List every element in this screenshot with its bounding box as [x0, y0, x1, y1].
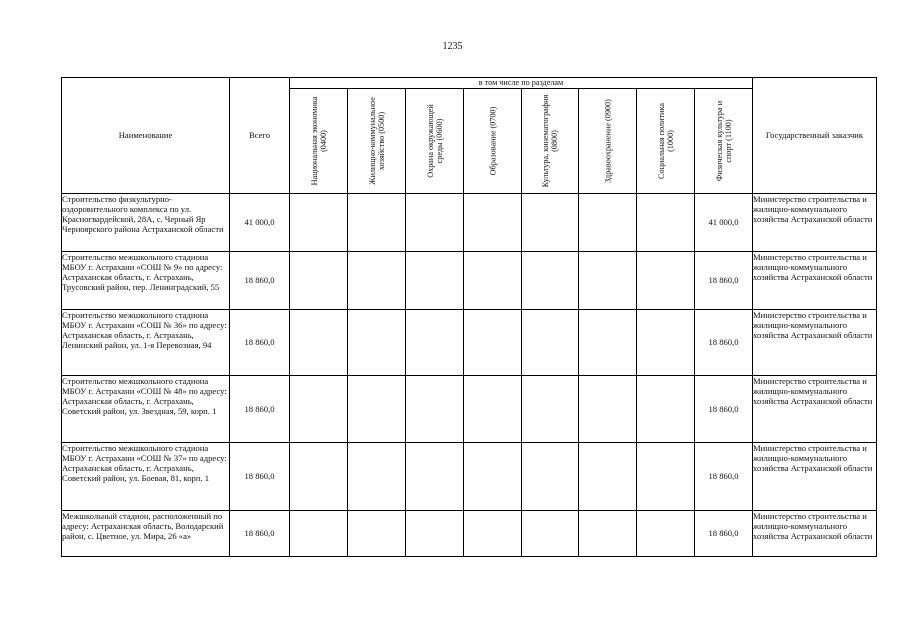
cell-empty — [522, 443, 579, 511]
row-name: Строительство межшкольного стадиона МБОУ г. Астрахани «СОШ № 48» по адресу: Астраханская область, г. Астрахань, Советский район, ул. Звездная, 59, корп. 1 — [62, 376, 230, 443]
cell-empty — [637, 443, 695, 511]
table-row — [62, 511, 877, 557]
row-customer: Министерство строительства и жилищно-коммунального хозяйства Астраханской области — [753, 443, 877, 511]
cell-empty — [348, 310, 406, 376]
row-customer: Министерство строительства и жилищно-коммунального хозяйства Астраханской области — [753, 511, 877, 557]
cell-empty — [579, 443, 637, 511]
row-customer: Министерство строительства и жилищно-коммунального хозяйства Астраханской области — [753, 252, 877, 310]
row-total: 18 860,0 — [230, 376, 290, 443]
row-name: Межшкольный стадион, расположенный по адресу: Астраханская область, Володарский район, с. Цветное, ул. Мира, 26 «а» — [62, 511, 230, 557]
row-name: Строительство межшкольного стадиона МБОУ г. Астрахани «СОШ № 9» по адресу: Астраханская область, г. Астрахань, Трусовский район, пер. Ленинградский, 55 — [62, 252, 230, 310]
budget-table — [61, 77, 877, 557]
cell-empty — [522, 310, 579, 376]
row-name: Строительство физкультурно-оздоровительного комплекса по ул. Красногвардейской, 28А, с. Черный Яр Черноярского района Астраханской области — [62, 194, 230, 252]
row-sport-value: 18 860,0 — [695, 310, 753, 376]
cell-empty — [637, 376, 695, 443]
cell-empty — [290, 511, 348, 557]
row-total: 41 000,0 — [230, 194, 290, 252]
cell-empty — [579, 376, 637, 443]
cell-empty — [406, 376, 464, 443]
row-total: 18 860,0 — [230, 511, 290, 557]
row-customer: Министерство строительства и жилищно-коммунального хозяйства Астраханской области — [753, 310, 877, 376]
cell-empty — [522, 252, 579, 310]
section-header-1100 — [695, 89, 753, 194]
cell-empty — [522, 376, 579, 443]
cell-empty — [406, 310, 464, 376]
cell-empty — [290, 443, 348, 511]
cell-empty — [637, 252, 695, 310]
row-customer: Министерство строительства и жилищно-коммунального хозяйства Астраханской области — [753, 376, 877, 443]
section-header-0500 — [348, 89, 406, 194]
row-total: 18 860,0 — [230, 310, 290, 376]
cell-empty — [464, 376, 522, 443]
section-header-0400 — [290, 89, 348, 194]
cell-empty — [637, 194, 695, 252]
table-row — [62, 310, 877, 376]
cell-empty — [579, 511, 637, 557]
cell-empty — [464, 194, 522, 252]
cell-empty — [406, 511, 464, 557]
cell-empty — [348, 511, 406, 557]
cell-empty — [348, 376, 406, 443]
row-sport-value: 18 860,0 — [695, 511, 753, 557]
cell-empty — [290, 194, 348, 252]
page-number: 1235 — [442, 41, 463, 52]
cell-empty — [522, 511, 579, 557]
section-label-1100: Физическая культура и спорт (1100) — [714, 100, 733, 182]
table-row — [62, 252, 877, 310]
cell-empty — [406, 194, 464, 252]
section-label-0600: Охрана окружающей среды (0600) — [425, 104, 444, 178]
section-label-0800: Культура, кинематография (0800) — [540, 94, 559, 188]
table-row — [62, 376, 877, 443]
section-label-0900: Здравоохранение (0900) — [602, 99, 612, 183]
table-row — [62, 443, 877, 511]
row-sport-value: 18 860,0 — [695, 443, 753, 511]
row-sport-value: 18 860,0 — [695, 252, 753, 310]
cell-empty — [406, 252, 464, 310]
row-name: Строительство межшкольного стадиона МБОУ г. Астрахани «СОШ № 36» по адресу: Астраханская область, г. Астрахань, Ленинский район, ул. 1-я Перевозная, 94 — [62, 310, 230, 376]
row-total: 18 860,0 — [230, 252, 290, 310]
row-total: 18 860,0 — [230, 443, 290, 511]
cell-empty — [406, 443, 464, 511]
cell-empty — [290, 252, 348, 310]
section-label-0700: Образование (0700) — [487, 106, 497, 176]
cell-empty — [579, 252, 637, 310]
table-row — [62, 194, 877, 252]
row-customer: Министерство строительства и жилищно-коммунального хозяйства Астраханской области — [753, 194, 877, 252]
cell-empty — [464, 310, 522, 376]
section-label-1000: Социальная политика (1000) — [656, 103, 675, 179]
cell-empty — [464, 443, 522, 511]
header-row-1 — [62, 78, 877, 89]
cell-empty — [579, 310, 637, 376]
section-header-1000 — [637, 89, 695, 194]
cell-empty — [290, 310, 348, 376]
cell-empty — [348, 443, 406, 511]
sections-group-header: в том числе по разделам — [290, 78, 753, 89]
section-label-0400: Национальная экономика (0400) — [309, 96, 328, 186]
section-header-0900 — [579, 89, 637, 194]
cell-empty — [348, 194, 406, 252]
cell-empty — [290, 376, 348, 443]
section-header-0800 — [522, 89, 579, 194]
col-total-header: Всего — [230, 78, 290, 194]
cell-empty — [637, 511, 695, 557]
section-header-0600 — [406, 89, 464, 194]
cell-empty — [348, 252, 406, 310]
col-name-header: Наименование — [62, 78, 230, 194]
cell-empty — [522, 194, 579, 252]
col-customer-header: Государственный заказчик — [753, 78, 877, 194]
section-label-0500: Жилищно-коммунальное хозяйство (0500) — [367, 97, 386, 185]
cell-empty — [579, 194, 637, 252]
cell-empty — [637, 310, 695, 376]
row-sport-value: 18 860,0 — [695, 376, 753, 443]
row-sport-value: 41 000,0 — [695, 194, 753, 252]
row-name: Строительство межшкольного стадиона МБОУ г. Астрахани «СОШ № 37» по адресу: Астраханская область, г. Астрахань, Советский район, ул. Боевая, 81, корп. 1 — [62, 443, 230, 511]
section-header-0700 — [464, 89, 522, 194]
cell-empty — [464, 511, 522, 557]
cell-empty — [464, 252, 522, 310]
